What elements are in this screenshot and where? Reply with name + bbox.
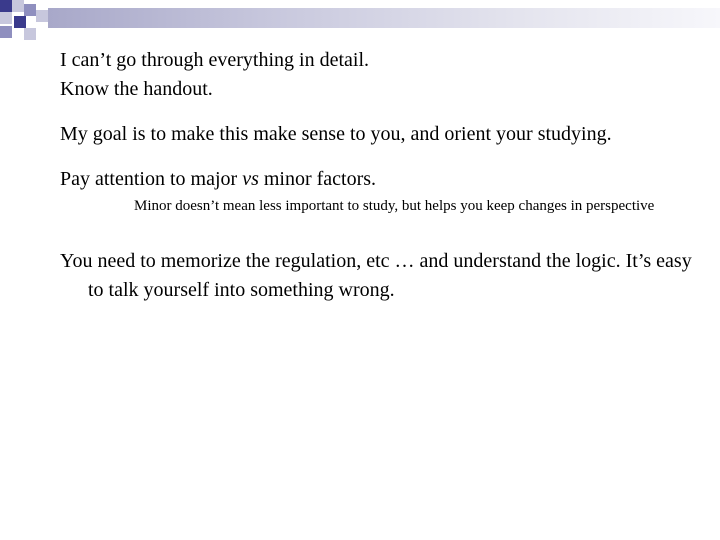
banner-square [0,26,12,38]
sub-note: Minor doesn’t mean less important to study, but helps you keep changes in perspective [134,198,655,214]
pay-attention-emph: vs [242,168,259,190]
slide-line-1: I can’t go through everything in detail. [60,49,369,71]
slide-line-2: Know the handout. [60,78,213,100]
banner-square [14,16,26,28]
banner-square [24,4,36,16]
slide-body [60,46,700,305]
banner-square [0,0,12,12]
slide-line-3: My goal is to make this make sense to you, and orient your studying. [60,123,612,145]
pay-attention-before: Pay attention to major [60,168,243,190]
banner-square [12,0,24,12]
banner-square [24,28,36,40]
slide-line-4: You need to memorize the regulation, etc … and understand the logic. It’s easy to talk yourself into something wrong. [60,250,692,301]
decorative-banner [0,0,720,44]
pay-attention-after: minor factors. [258,168,377,190]
slide-line-pay-attention [60,165,700,194]
banner-square [36,10,48,22]
banner-square [0,12,12,24]
banner-bar [48,8,720,28]
